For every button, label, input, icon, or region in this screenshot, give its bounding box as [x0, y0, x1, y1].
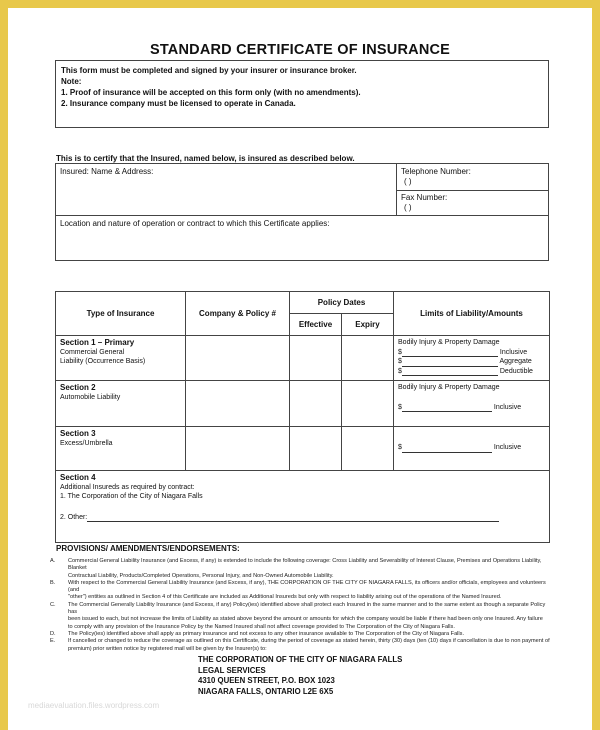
header-effective: Effective [290, 314, 342, 336]
insured-box [55, 163, 549, 216]
provision-item [50, 558, 550, 580]
deductible-label: Deductible [499, 367, 533, 375]
section-4-sub1: Additional Insureds as required by contract: [60, 484, 195, 491]
section-1-company-field[interactable] [186, 336, 290, 381]
provision-line: The Commercial Generally Liability Insurance (and Excess, if any) Policy(ies) identified above shall protect each Insured in the same manner and to the same extent as though a separate Policy has [68, 601, 546, 616]
provision-item [50, 602, 550, 631]
location-label: Location and nature of operation or contract to which this Certificate applies: [60, 219, 330, 228]
provision-line: Contractual Liability, Products/Completed Operations, Personal Injury, and Non-Owned Automobile Liability. [68, 572, 334, 579]
certificate-page [8, 8, 592, 730]
address-line-1: THE CORPORATION OF THE CITY OF NIAGARA FALLS [198, 655, 403, 664]
provision-line: Commercial General Liability Insurance (and Excess, if any) is extended to include the following coverage: Cross Liability and Severability of Interest Clause, Premises and Operations Liability, Blanket [68, 558, 542, 572]
dollar-sign: $ [398, 444, 402, 451]
section-2-limits [394, 381, 550, 427]
inclusive-label: Inclusive [493, 444, 522, 451]
telephone-field[interactable]: ( ) [404, 177, 412, 186]
provision-line: to comply with any provision of the Insurance Policy by the Named Insured shall not affect coverage provided to The Corporation of the City of Niagara Falls. [68, 623, 455, 630]
certify-statement: This is to certify that the Insured, named below, is insured as described below. [56, 154, 355, 163]
insured-name-field[interactable] [58, 178, 394, 214]
provision-letter: E. [50, 638, 56, 645]
header-policy-dates: Policy Dates [290, 292, 394, 314]
header-limits: Limits of Liability/Amounts [394, 292, 550, 336]
provision-line: "other") entities as outlined in Section 4 of this Certificate are included as Additional Insureds but only with respect to liability arising out of the operations of the Named Insured. [68, 594, 502, 601]
section-4-other-label: 2. Other: [60, 514, 88, 521]
note-item-1: 1. Proof of insurance will be accepted on this form only (with no amendments). [61, 88, 361, 97]
provision-letter: A. [50, 558, 56, 564]
provisions-list [50, 558, 550, 653]
notice-line: This form must be completed and signed by your insurer or insurance broker. [61, 66, 357, 75]
provision-line: With respect to the Commercial General Liability Insurance (and Excess, if any), THE CORPORATION OF THE CITY OF NIAGARA FALLS, its officers and/or officials, employees and volunteers (and [68, 579, 546, 594]
provision-letter: B. [50, 579, 56, 586]
section-3-effective-field[interactable] [290, 427, 342, 471]
section-2-effective-field[interactable] [290, 381, 342, 427]
table-row-section-4 [56, 471, 550, 543]
table-row-section-3 [56, 427, 550, 471]
mailing-address [198, 655, 402, 697]
provision-item [50, 580, 550, 602]
section-2-title: Section 2 [60, 383, 96, 392]
section-3-title: Section 3 [60, 429, 96, 438]
section-3-type [56, 427, 186, 471]
insurance-table [55, 291, 550, 543]
section-4-title: Section 4 [60, 473, 96, 482]
section-1-lim-title: Bodily Injury & Property Damage [398, 339, 500, 346]
provision-line: premium) prior written notice by registered mail will be given by the Insurer(s) to: [68, 645, 267, 652]
note-item-2: 2. Insurance company must be licensed to operate in Canada. [61, 99, 296, 108]
note-label: Note: [61, 77, 82, 86]
fax-field[interactable]: ( ) [404, 203, 412, 212]
section-1-type [56, 336, 186, 381]
deductible-amount-field[interactable] [402, 367, 498, 376]
telephone-label: Telephone Number: [401, 167, 471, 176]
dollar-sign: $ [398, 348, 402, 356]
provision-line: been issued to each, but not increase the limits of Liability as stated above beyond the amount or amounts for which the company would be liable if there had been only one Insured. Any failure [68, 616, 543, 623]
inclusive-amount-field[interactable] [402, 348, 498, 357]
fax-label: Fax Number: [401, 193, 448, 202]
header-expiry: Expiry [342, 314, 394, 336]
section-3-amount-field[interactable] [402, 444, 492, 453]
dollar-sign: $ [398, 367, 402, 375]
table-row-section-1 [56, 336, 550, 381]
section-3-company-field[interactable] [186, 427, 290, 471]
address-line-3: 4310 QUEEN STREET, P.O. BOX 1023 [198, 676, 335, 685]
section-2-sub: Automobile Liability [60, 394, 121, 401]
section-3-sub: Excess/Umbrella [60, 440, 113, 447]
provision-item [50, 631, 550, 638]
provision-line: If cancelled or changed to reduce the coverage as outlined on this Certificate, during the period of coverage as stated herein, thirty (30) days (ten (10) days if cancellation is due to non payment of [68, 638, 550, 645]
phone-fax-divider [396, 190, 548, 191]
table-row-section-2 [56, 381, 550, 427]
aggregate-amount-field[interactable] [402, 358, 498, 367]
section-1-title: Section 1 – Primary [60, 338, 135, 347]
dollar-sign: $ [398, 403, 402, 411]
inclusive-label: Inclusive [499, 348, 528, 356]
page-title: STANDARD CERTIFICATE OF INSURANCE [149, 42, 451, 58]
section-2-expiry-field[interactable] [342, 381, 394, 427]
section-1-limits [394, 336, 550, 381]
watermark: mediaevaluation.files.wordpress.com [28, 701, 160, 710]
section-2-type [56, 381, 186, 427]
header-company: Company & Policy # [186, 292, 290, 336]
section-2-amount-field[interactable] [402, 403, 492, 412]
provision-letter: D. [50, 630, 56, 637]
section-4-other-field[interactable] [87, 513, 499, 522]
aggregate-label: Aggregate [499, 358, 532, 365]
section-3-limits [394, 427, 550, 471]
address-line-2: LEGAL SERVICES [198, 665, 266, 675]
section-1-sub2: Liability (Occurrence Basis) [60, 358, 146, 365]
section-3-expiry-field[interactable] [342, 427, 394, 471]
section-1-expiry-field[interactable] [342, 336, 394, 381]
provision-item [50, 638, 550, 653]
section-2-lim-title: Bodily Injury & Property Damage [398, 384, 500, 391]
provision-letter: C. [50, 601, 56, 608]
inclusive-label: Inclusive [493, 403, 522, 411]
location-box[interactable] [55, 215, 549, 261]
address-line-4: NIAGARA FALLS, ONTARIO L2E 6X5 [198, 686, 334, 696]
notice-box [55, 60, 549, 128]
section-2-company-field[interactable] [186, 381, 290, 427]
provisions-heading: PROVISIONS/ AMENDMENTS/ENDORSEMENTS: [56, 544, 240, 553]
section-4-cell [56, 471, 550, 543]
insured-name-label: Insured: Name & Address: [60, 167, 154, 176]
section-1-sub1: Commercial General [60, 349, 125, 356]
section-1-effective-field[interactable] [290, 336, 342, 381]
provision-line: The Policy(ies) identified above shall apply as primary insurance and not excess to any other insurance available to The Corporation of the City of Niagara Falls. [68, 630, 465, 637]
dollar-sign: $ [398, 358, 402, 365]
section-4-sub2: 1. The Corporation of the City of Niagara Falls [60, 493, 203, 500]
header-type: Type of Insurance [56, 292, 186, 336]
